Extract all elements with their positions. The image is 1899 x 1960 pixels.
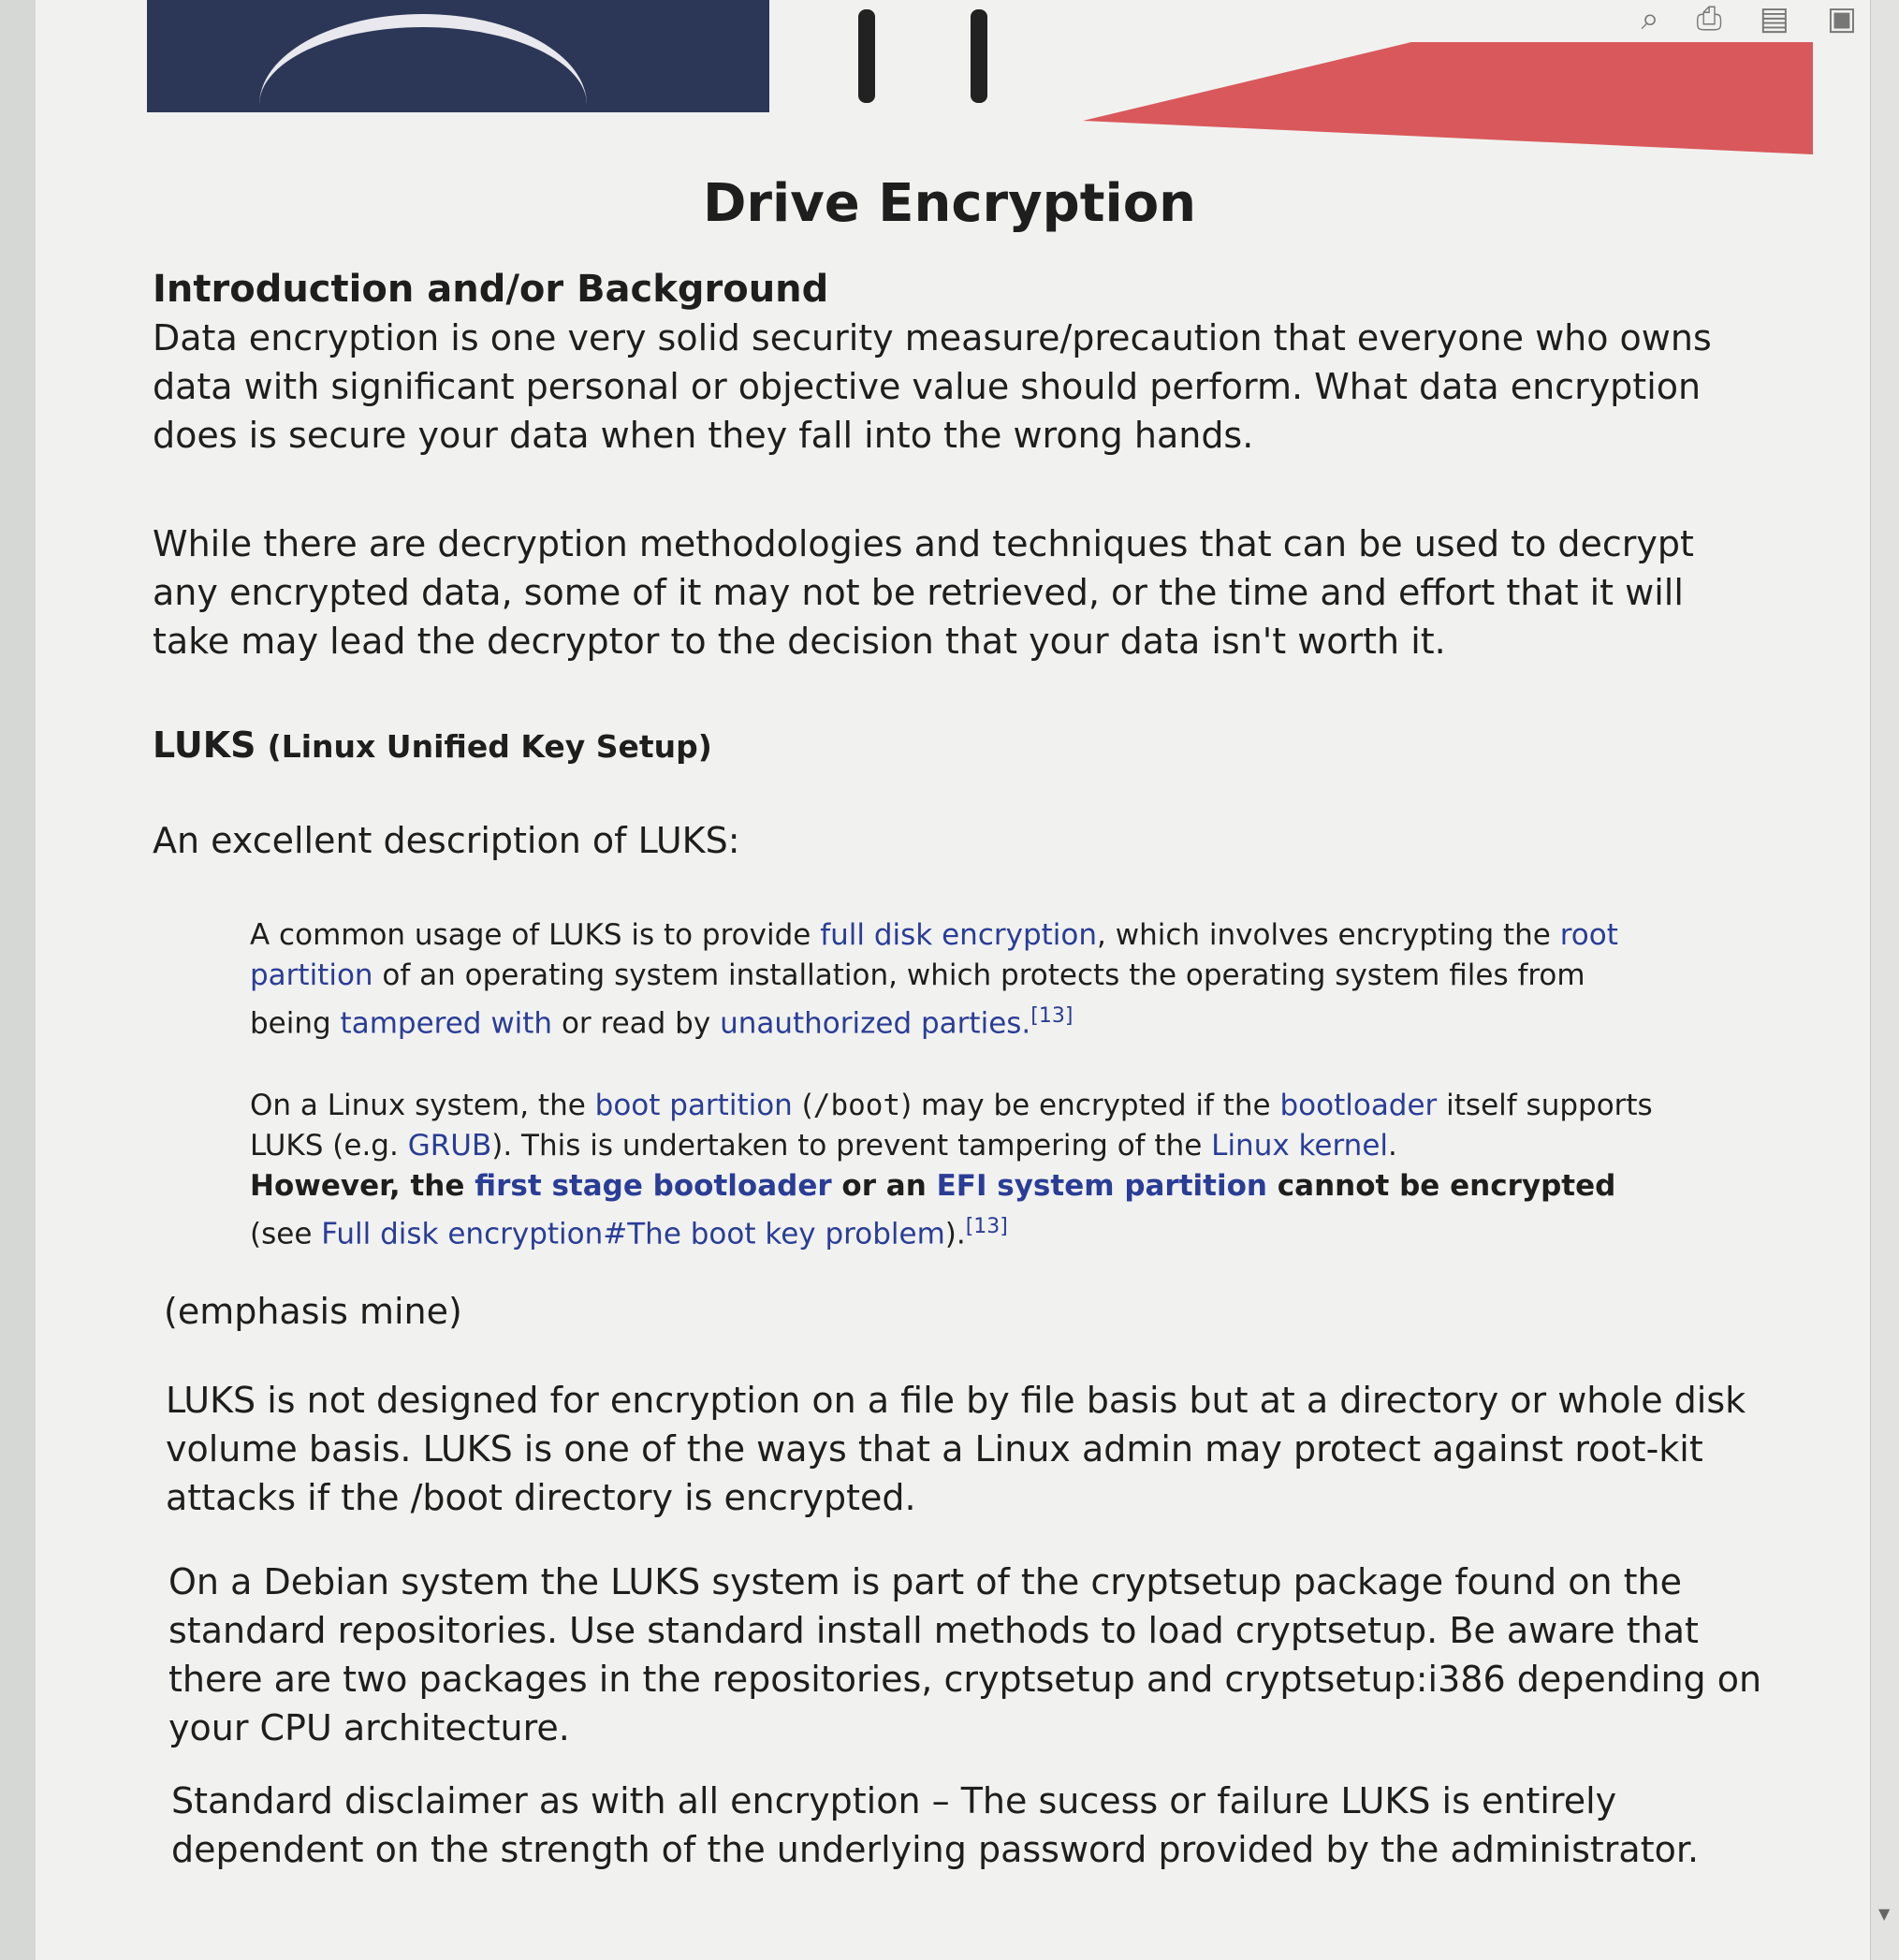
bold-text: cannot be encrypted [1266, 1169, 1616, 1203]
text: itself supports LUKS (e.g. [250, 1089, 1653, 1163]
citation-13[interactable]: [13] [1030, 1004, 1074, 1028]
text: . [1388, 1129, 1397, 1163]
luks-lead: An excellent description of LUKS: [153, 820, 740, 861]
link-first-stage-bootloader[interactable]: first stage bootloader [475, 1169, 832, 1203]
link-tampered-with[interactable]: tampered with [340, 1006, 553, 1041]
intro-paragraph-2: While there are decryption methodologies and techniques that can be used to decrypt any encrypted data, some of it may not be retrieved, or the time and effort that it will take may lead the decryptor to the decision that your data isn't worth it. [153, 523, 1694, 662]
header-banner [147, 0, 1813, 154]
text: ) may be encrypted if the [900, 1089, 1280, 1122]
link-bootloader[interactable]: bootloader [1279, 1089, 1438, 1122]
link-root-partition[interactable]: root partition [250, 918, 1618, 992]
scroll-down-arrow-icon[interactable]: ▼ [1878, 1905, 1891, 1923]
left-panel-edge [0, 0, 37, 1960]
citation-13[interactable]: [13] [965, 1215, 1008, 1238]
intro-section [153, 265, 1762, 460]
search-icon[interactable]: ⌕ [1641, 0, 1659, 37]
banner-logo [147, 0, 769, 112]
print-icon[interactable]: ⎙ [1696, 0, 1722, 37]
text: , which involves encrypting the [1097, 918, 1560, 952]
blockquote-2 [250, 1086, 1654, 1254]
link-boot-partition[interactable]: boot partition [594, 1089, 793, 1122]
luks-paragraph-5: Standard disclaimer as with all encryption – The sucess or failure LUKS is entirely dependent on the strength of the underlying password provided by the administrator. [171, 1780, 1700, 1870]
penguin-image [971, 9, 987, 103]
emphasis-note: (emphasis mine) [164, 1291, 462, 1332]
text: A common usage of LUKS is to provide [250, 918, 821, 952]
save-icon[interactable]: ▤ [1759, 0, 1789, 37]
text: (see [250, 1217, 322, 1251]
text: On a Linux system, the [250, 1089, 595, 1122]
bold-text: However, the [250, 1169, 475, 1203]
text: ). [944, 1217, 966, 1251]
text: ). This is undertaken to prevent tampering of the [491, 1129, 1212, 1163]
link-boot-key-problem[interactable]: Full disk encryption#The boot key problem [321, 1217, 945, 1251]
text: ( [792, 1089, 813, 1122]
luks-paragraph-4: On a Debian system the LUKS system is part of the cryptsetup package found on the standard repositories. Use standard install methods to load cryptsetup. Be aware that there are two packages in the repositories, cryptsetup and cryptsetup:i386 depending on your CPU architecture. [168, 1561, 1762, 1748]
luks-heading [153, 721, 1762, 771]
banner-red-stripe [1083, 42, 1813, 154]
save-as-icon[interactable]: ▣ [1826, 0, 1857, 37]
blockquote-1 [250, 915, 1654, 1044]
intro-paragraph-1: Data encryption is one very solid security measure/precaution that everyone who owns data with significant personal or objective value should perform. What data encryption does is secure your data when they fall into the wrong hands. [153, 317, 1712, 456]
vertical-scrollbar[interactable] [1870, 0, 1899, 1960]
page-title: Drive Encryption [702, 173, 1197, 234]
toolbar [1642, 0, 1858, 37]
text: or read by [552, 1006, 721, 1041]
link-full-disk-encryption[interactable]: full disk encryption [820, 918, 1098, 952]
link-unauthorized-parties[interactable]: unauthorized parties. [720, 1006, 1031, 1041]
intro-heading: Introduction and/or Background [153, 268, 829, 311]
link-linux-kernel[interactable]: Linux kernel [1211, 1129, 1389, 1163]
penguin-image [858, 9, 875, 103]
luks-heading-sub: (Linux Unified Key Setup) [267, 728, 712, 765]
luks-paragraph-3: LUKS is not designed for encryption on a file by file basis but at a directory or whole disk volume basis. LUKS is one of the ways that a Linux admin may protect against root-kit attacks if the /boot directory is encrypted. [166, 1380, 1746, 1518]
link-grub[interactable]: GRUB [407, 1129, 492, 1163]
text: of an operating system installation, which protects the operating system files from being [250, 958, 1585, 1041]
code-boot: /boot [812, 1089, 901, 1122]
luks-heading-main: LUKS [153, 724, 256, 766]
bold-text: or an [831, 1169, 937, 1203]
link-efi-system-partition[interactable]: EFI system partition [936, 1169, 1267, 1203]
